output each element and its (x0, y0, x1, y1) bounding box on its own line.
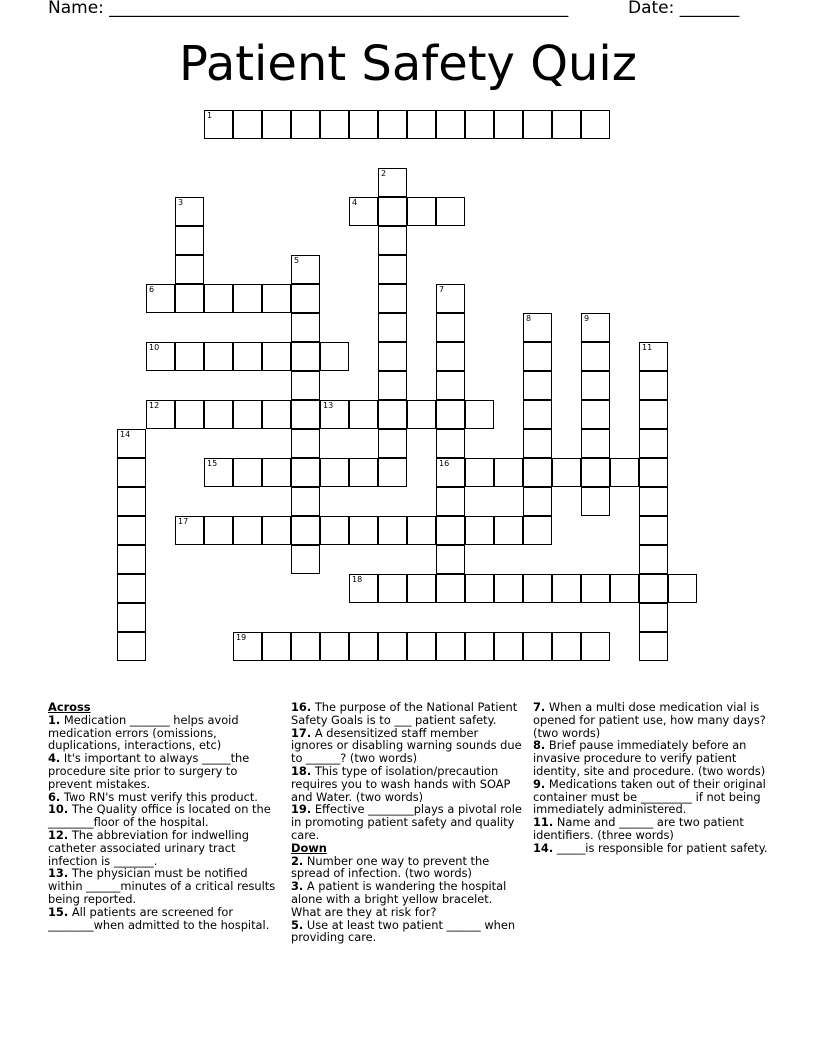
crossword-cell[interactable] (291, 545, 320, 574)
crossword-cell[interactable] (349, 632, 378, 661)
clue-number: 15 (207, 459, 218, 468)
crossword-cell[interactable] (436, 284, 465, 313)
clue-across-6: 6. Two RN's must verify this product. (48, 789, 258, 804)
crossword-cell[interactable] (233, 458, 262, 487)
crossword-cell[interactable] (262, 400, 291, 429)
crossword-cell[interactable] (320, 458, 349, 487)
clue-down-2: 2. Number one way to prevent the spread of infection. (two words) (291, 853, 490, 881)
crossword-cell[interactable] (494, 574, 523, 603)
clue-across-10: 10. The Quality office is located on the ________floor of the hospital. (48, 802, 271, 830)
crossword-cell[interactable] (581, 574, 610, 603)
crossword-cell[interactable] (262, 458, 291, 487)
clue-number: 17 (178, 517, 189, 526)
crossword-cell[interactable] (117, 458, 146, 487)
crossword-cell[interactable] (291, 632, 320, 661)
crossword-cell[interactable] (494, 516, 523, 545)
crossword-cell[interactable] (291, 313, 320, 342)
clue-number: 1 (207, 111, 213, 120)
crossword-cell[interactable] (291, 458, 320, 487)
crossword-cell[interactable] (233, 284, 262, 313)
crossword-cell[interactable] (291, 429, 320, 458)
clue-down-3: 3. A patient is wandering the hospital alone with a bright yellow bracelet. What are they at risk for? (291, 879, 507, 919)
crossword-cell[interactable] (494, 110, 523, 139)
crossword-cell[interactable] (204, 284, 233, 313)
crossword-cell[interactable] (494, 632, 523, 661)
crossword-cell[interactable] (465, 574, 494, 603)
crossword-cell[interactable] (436, 400, 465, 429)
crossword-cell[interactable] (378, 197, 407, 226)
crossword-cell[interactable] (378, 284, 407, 313)
crossword-cell[interactable] (320, 342, 349, 371)
crossword-cell[interactable] (320, 516, 349, 545)
crossword-cell[interactable] (494, 458, 523, 487)
crossword-cell[interactable] (233, 342, 262, 371)
crossword-cell[interactable] (523, 342, 552, 371)
crossword-cell[interactable] (378, 632, 407, 661)
crossword-cell[interactable] (349, 110, 378, 139)
clue-across-12: 12. The abbreviation for indwelling catheter associated urinary tract infection is _______. (48, 827, 249, 868)
clue-down-9: 9. Medications taken out of their original container must be _________ if not being immediately administered. (533, 776, 766, 817)
crossword-cell[interactable] (407, 110, 436, 139)
crossword-cell[interactable] (407, 516, 436, 545)
crossword-cell[interactable] (204, 400, 233, 429)
crossword-cell[interactable] (436, 487, 465, 516)
clue-across-18: 18. This type of isolation/precaution requires you to wash hands with SOAP and Water. (two words) (291, 763, 511, 804)
crossword-cell[interactable] (175, 197, 204, 226)
crossword-cell[interactable] (378, 574, 407, 603)
crossword-cell[interactable] (291, 284, 320, 313)
crossword-cell[interactable] (117, 574, 146, 603)
crossword-cell[interactable] (581, 313, 610, 342)
clue-across-19: 19. Effective ________plays a pivotal role in promoting patient safety and quality care. (291, 802, 522, 842)
clue-number: 16 (439, 459, 450, 468)
crossword-cell[interactable] (378, 226, 407, 255)
name-field-label: Name: ______________________________________________________ (48, 0, 569, 18)
crossword-cell[interactable] (262, 516, 291, 545)
crossword-cell[interactable] (436, 429, 465, 458)
crossword-cell[interactable] (436, 371, 465, 400)
crossword-cell[interactable] (407, 400, 436, 429)
crossword-cell[interactable] (581, 342, 610, 371)
crossword-cell[interactable] (581, 400, 610, 429)
crossword-cell[interactable] (610, 574, 639, 603)
crossword-cell[interactable] (117, 516, 146, 545)
clue-down-11: 11. Name and ______ are two patient identifiers. (three words) (533, 815, 744, 842)
crossword-cell[interactable] (262, 110, 291, 139)
clue-number: 7 (439, 285, 445, 294)
crossword-cell[interactable] (262, 342, 291, 371)
clue-across-15: 15. All patients are screened for ________when admitted to the hospital. (48, 904, 270, 932)
crossword-cell[interactable] (233, 632, 262, 661)
crossword-cell[interactable] (378, 168, 407, 197)
crossword-cell[interactable] (552, 458, 581, 487)
crossword-cell[interactable] (639, 545, 668, 574)
crossword-cell[interactable] (146, 284, 175, 313)
crossword-cell[interactable] (523, 110, 552, 139)
crossword-cell[interactable] (552, 632, 581, 661)
clue-across-4: 4. It's important to always _____the procedure site prior to surgery to prevent mistakes. (48, 751, 250, 791)
crossword-cell[interactable] (378, 458, 407, 487)
crossword-cell[interactable] (291, 255, 320, 284)
crossword-cell[interactable] (378, 516, 407, 545)
crossword-cell[interactable] (291, 371, 320, 400)
crossword-cell[interactable] (233, 516, 262, 545)
crossword-cell[interactable] (639, 429, 668, 458)
crossword-cell[interactable] (291, 400, 320, 429)
crossword-cell[interactable] (175, 255, 204, 284)
crossword-cell[interactable] (291, 110, 320, 139)
crossword-cell[interactable] (320, 632, 349, 661)
crossword-cell[interactable] (117, 632, 146, 661)
crossword-cell[interactable] (639, 487, 668, 516)
crossword-cell[interactable] (407, 197, 436, 226)
clue-number: 8 (526, 314, 532, 323)
crossword-cell[interactable] (407, 574, 436, 603)
crossword-cell[interactable] (291, 516, 320, 545)
crossword-cell[interactable] (436, 545, 465, 574)
crossword-cell[interactable] (465, 110, 494, 139)
crossword-cell[interactable] (378, 255, 407, 284)
clue-across-13: 13. The physician must be notified within ______minutes of a critical results being reported. (48, 866, 276, 906)
crossword-cell[interactable] (146, 400, 175, 429)
clue-number: 2 (381, 169, 387, 178)
crossword-cell[interactable] (175, 284, 204, 313)
crossword-cell[interactable] (436, 313, 465, 342)
crossword-cell[interactable] (523, 516, 552, 545)
clue-down-5: 5. Use at least two patient ______ when providing care. (291, 917, 516, 945)
crossword-cell[interactable] (320, 110, 349, 139)
clue-number: 11 (642, 343, 653, 352)
clue-across-1: 1. Medication _______ helps avoid medication errors (omissions, duplications, interactions, etc) (48, 712, 239, 753)
crossword-cell[interactable] (378, 313, 407, 342)
crossword-cell[interactable] (117, 487, 146, 516)
clues-column-1 (48, 701, 280, 931)
crossword-cell[interactable] (436, 342, 465, 371)
crossword-cell[interactable] (639, 458, 668, 487)
crossword-cell[interactable] (523, 487, 552, 516)
clue-number: 5 (294, 256, 300, 265)
crossword-cell[interactable] (436, 516, 465, 545)
crossword-cell[interactable] (639, 371, 668, 400)
clue-number: 3 (178, 198, 184, 207)
page-title: Patient Safety Quiz (179, 36, 637, 92)
crossword-cell[interactable] (436, 458, 465, 487)
crossword-cell[interactable] (175, 516, 204, 545)
crossword-cell[interactable] (581, 110, 610, 139)
crossword-cell[interactable] (581, 632, 610, 661)
clue-number: 14 (120, 430, 131, 439)
clue-down-7: 7. When a multi dose medication vial is opened for patient use, how many days? (two words) (533, 700, 766, 740)
crossword-cell[interactable] (523, 400, 552, 429)
clue-down-14: 14. _____is responsible for patient safety. (533, 840, 768, 855)
crossword-cell[interactable] (610, 458, 639, 487)
crossword-cell[interactable] (465, 458, 494, 487)
crossword-cell[interactable] (436, 574, 465, 603)
clue-down-8: 8. Brief pause immediately before an invasive procedure to verify patient identity, site and procedure. (two words) (533, 738, 766, 778)
clues-column-2 (291, 701, 523, 944)
crossword-cell[interactable] (552, 110, 581, 139)
date-field-label: Date: _______ (628, 0, 740, 18)
crossword-cell[interactable] (291, 487, 320, 516)
crossword-cell[interactable] (233, 110, 262, 139)
crossword-cell[interactable] (523, 371, 552, 400)
crossword-cell[interactable] (523, 313, 552, 342)
crossword-cell[interactable] (436, 197, 465, 226)
crossword-cell[interactable] (639, 574, 668, 603)
crossword-cell[interactable] (465, 632, 494, 661)
crossword-cell[interactable] (378, 400, 407, 429)
crossword-cell[interactable] (581, 371, 610, 400)
crossword-cell[interactable] (436, 110, 465, 139)
crossword-cell[interactable] (581, 487, 610, 516)
crossword-cell[interactable] (204, 516, 233, 545)
crossword-cell[interactable] (204, 458, 233, 487)
crossword-cell[interactable] (262, 284, 291, 313)
clue-number: 6 (149, 285, 155, 294)
clue-number: 10 (149, 343, 160, 352)
clue-number: 4 (352, 198, 358, 207)
clue-number: 12 (149, 401, 160, 410)
crossword-cell[interactable] (552, 574, 581, 603)
crossword-cell[interactable] (204, 342, 233, 371)
crossword-cell[interactable] (436, 632, 465, 661)
crossword-cell[interactable] (465, 400, 494, 429)
crossword-cell[interactable] (639, 400, 668, 429)
crossword-cell[interactable] (523, 574, 552, 603)
crossword-cell[interactable] (523, 429, 552, 458)
crossword-cell[interactable] (233, 400, 262, 429)
crossword-cell[interactable] (639, 603, 668, 632)
down-heading: Down (291, 840, 327, 855)
clue-number: 19 (236, 633, 247, 642)
crossword-cell[interactable] (407, 632, 436, 661)
crossword-cell[interactable] (378, 371, 407, 400)
crossword-cell[interactable] (175, 226, 204, 255)
crossword-cell[interactable] (378, 342, 407, 371)
crossword-cell[interactable] (117, 429, 146, 458)
clue-across-17: 17. A desensitized staff member ignores or disabling warning sounds due to ______? (two words) (291, 725, 522, 766)
clue-number: 18 (352, 575, 363, 584)
crossword-cell[interactable] (639, 342, 668, 371)
crossword-cell[interactable] (465, 516, 494, 545)
crossword-cell[interactable] (262, 632, 291, 661)
clues-column-3 (533, 701, 773, 855)
crossword-cell[interactable] (146, 342, 175, 371)
crossword-cell[interactable] (523, 632, 552, 661)
crossword-cell[interactable] (349, 197, 378, 226)
crossword-cell[interactable] (378, 110, 407, 139)
across-heading: Across (48, 700, 91, 714)
crossword-cell[interactable] (349, 574, 378, 603)
crossword-cell[interactable] (639, 632, 668, 661)
clue-number: 13 (323, 401, 334, 410)
crossword-cell[interactable] (668, 574, 697, 603)
crossword-cell[interactable] (523, 458, 552, 487)
crossword-cell[interactable] (378, 429, 407, 458)
crossword-cell[interactable] (639, 516, 668, 545)
crossword-cell[interactable] (581, 429, 610, 458)
crossword-cell[interactable] (175, 342, 204, 371)
crossword-cell[interactable] (175, 400, 204, 429)
crossword-cell[interactable] (204, 110, 233, 139)
crossword-cell[interactable] (349, 516, 378, 545)
clue-number: 9 (584, 314, 590, 323)
crossword-cell[interactable] (349, 458, 378, 487)
crossword-cell[interactable] (117, 603, 146, 632)
crossword-cell[interactable] (291, 342, 320, 371)
crossword-cell[interactable] (320, 400, 349, 429)
clue-across-16: 16. The purpose of the National Patient Safety Goals is to ___ patient safety. (291, 700, 518, 727)
crossword-cell[interactable] (117, 545, 146, 574)
crossword-cell[interactable] (581, 458, 610, 487)
crossword-cell[interactable] (349, 400, 378, 429)
